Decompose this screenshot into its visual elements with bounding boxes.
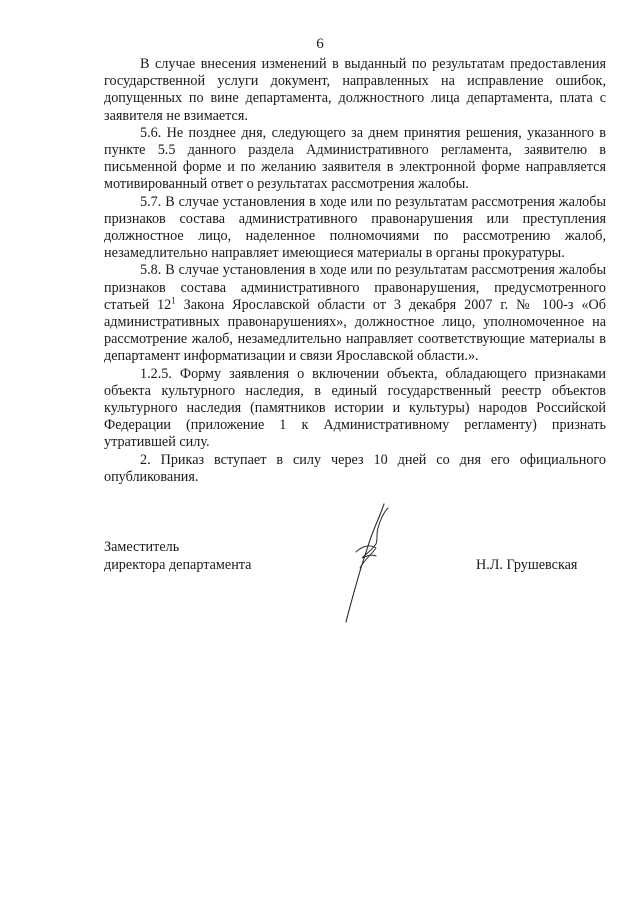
paragraph-5-7: 5.7. В случае установления в ходе или по результатам рассмотрения жалобы признаков состава административного правонарушения или преступления должностное лицо, наделенное полномочиями по рассмотрению жалоб, незамедлительно направляет имеющиеся материалы в органы прокуратуры.	[104, 193, 606, 262]
paragraph-5-8-part2: Закона Ярославской области от 3 декабря 2007 г. № 100-з «Об административных правонарушениях», должностное лицо, уполномоченное на рассмотрение жалоб, незамедлительно направляет соответствующие материалы в департамент информатизации и связи Ярославской области.».	[104, 296, 606, 365]
paragraph-fee: В случае внесения изменений в выданный по результатам предоставления государственной услуги документ, направленных на исправление ошибок, допущенных по вине департамента, должностного лица департамента, плата с заявителя не взимается.	[104, 56, 606, 124]
handwritten-signature	[326, 498, 406, 628]
paragraph-5-8	[104, 262, 606, 365]
paragraph-2: 2. Приказ вступает в силу через 10 дней со дня его официального опубликования.	[104, 451, 606, 485]
page-number: 6	[316, 36, 324, 52]
signatory-name: Н.Л. Грушевская	[476, 557, 578, 573]
signatory-position	[104, 538, 251, 574]
paragraph-1-2-5: 1.2.5. Форму заявления о включении объекта, обладающего признаками объекта культурного наследия, в единый государственный реестр объектов культурного наследия (памятников истории и культуры) народов Российской Федерации (приложение 1 к Административному регламенту) признать утратившей силу.	[104, 365, 606, 451]
document-body	[104, 56, 606, 486]
article-superscript: 1	[171, 295, 176, 306]
signatory-position-line1: Заместитель	[104, 539, 180, 555]
paragraph-5-6: 5.6. Не позднее дня, следующего за днем принятия решения, указанного в пункте 5.5 данного раздела Административного регламента, заявителю в письменной форме и по желанию заявителя в электронной форме направляется мотивированный ответ о результатах рассмотрения жалобы.	[104, 124, 606, 193]
signatory-position-line2: директора департамента	[104, 557, 252, 573]
paragraph-5-8-part1: 5.8. В случае установления в ходе или по результатам рассмотрения жалобы признаков состава административного правонарушения, предусмотренного статьей 12	[104, 262, 606, 313]
